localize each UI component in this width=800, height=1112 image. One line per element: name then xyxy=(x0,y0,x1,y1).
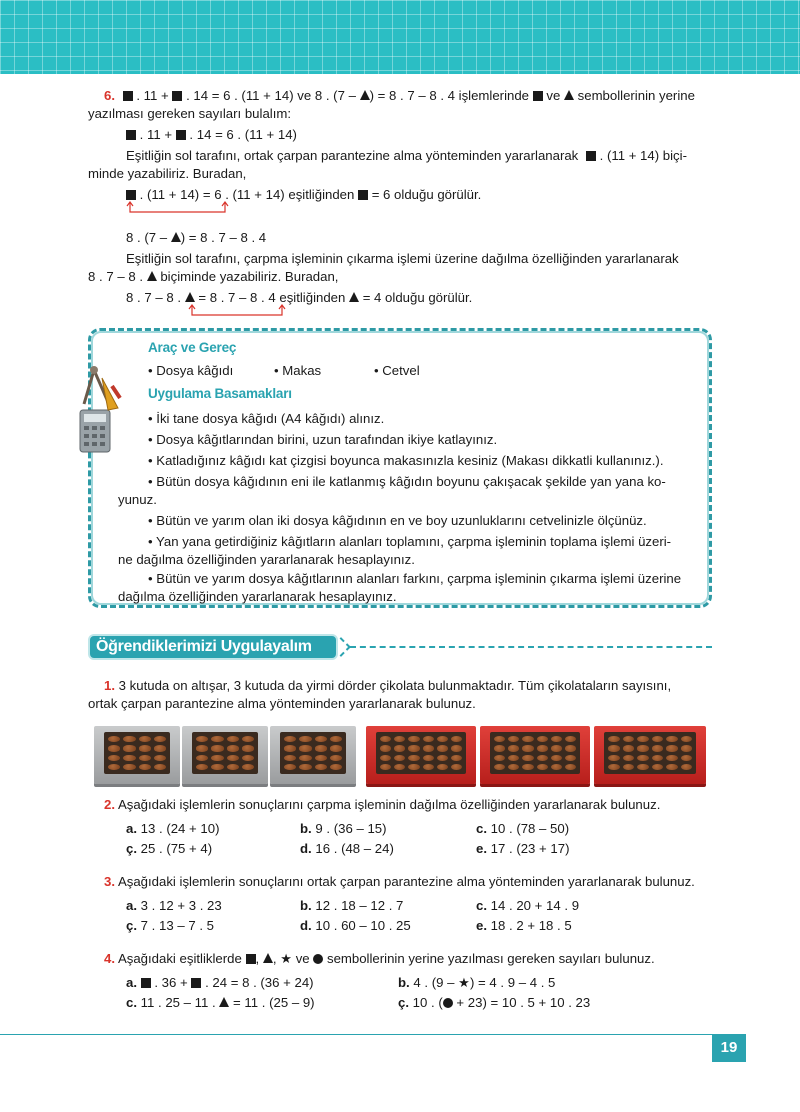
chocolate-piece xyxy=(551,755,562,761)
step-item: • Bütün ve yarım dosya kâğıtlarının alanları farkını, çarpma işleminin çıkarma işlemi üzerine xyxy=(148,571,682,586)
chocolate-piece xyxy=(380,764,391,770)
chocolate-piece xyxy=(123,736,135,742)
chocolate-piece xyxy=(423,745,434,751)
p1-number: 1. xyxy=(104,678,115,693)
substitution-arrow xyxy=(124,200,234,216)
substitution-arrow xyxy=(186,303,290,319)
chocolate-piece xyxy=(494,745,505,751)
chocolate-piece xyxy=(623,745,635,751)
chocolate-piece xyxy=(380,736,391,742)
square-symbol-icon xyxy=(191,978,201,988)
p3-item: a. 3 . 12 + 3 . 23 xyxy=(126,898,222,913)
chocolate-box-24 xyxy=(480,726,590,784)
chocolate-piece xyxy=(154,755,166,761)
chocolate-piece xyxy=(451,736,462,742)
q6-line-9: 8 . 7 – 8 . biçiminde yazabiliriz. Buradan, xyxy=(88,269,339,284)
chocolate-piece xyxy=(508,764,519,770)
chocolate-piece xyxy=(608,755,620,761)
star-symbol-icon: ★ xyxy=(458,975,470,990)
chocolate-piece xyxy=(408,745,419,751)
p2-item: a. 13 . (24 + 10) xyxy=(126,821,220,836)
chocolate-grid xyxy=(192,732,258,774)
triangle-symbol-icon xyxy=(349,292,359,302)
p4-item-c: c. 11 . 25 – 11 . = 11 . (25 – 9) xyxy=(126,995,315,1010)
chocolate-piece xyxy=(666,736,678,742)
p4-item-b: b. 4 . (9 – ★) = 4 . 9 – 4 . 5 xyxy=(398,975,556,990)
chocolate-piece xyxy=(139,755,151,761)
chocolate-piece xyxy=(508,736,519,742)
chocolate-piece xyxy=(494,755,505,761)
chocolate-piece xyxy=(242,755,254,761)
chocolate-piece xyxy=(494,764,505,770)
chocolate-grid xyxy=(280,732,346,774)
chocolate-piece xyxy=(154,736,166,742)
step-item: • Bütün ve yarım olan iki dosya kâğıdının en ve boy uzunluklarını cetvelinizle ölçünüz. xyxy=(148,513,647,528)
chocolate-piece xyxy=(154,745,166,751)
tools-heading: Araç ve Gereç xyxy=(148,340,237,355)
step-item: • İki tane dosya kâğıdı (A4 kâğıdı) alınız. xyxy=(148,411,385,426)
chocolate-piece xyxy=(211,745,223,751)
chocolate-piece xyxy=(211,764,223,770)
tool-item: • Makas xyxy=(274,363,322,378)
chocolate-piece xyxy=(211,736,223,742)
triangle-symbol-icon xyxy=(219,997,229,1007)
chocolate-piece xyxy=(299,736,311,742)
p3-item: ç. 7 . 13 – 7 . 5 xyxy=(126,918,214,933)
chocolate-piece xyxy=(299,764,311,770)
chocolate-piece xyxy=(242,736,254,742)
square-symbol-icon xyxy=(141,978,151,988)
chocolate-piece xyxy=(652,736,664,742)
chocolate-piece xyxy=(608,764,620,770)
chocolate-piece xyxy=(681,736,693,742)
chocolate-piece xyxy=(508,745,519,751)
p2-item: b. 9 . (36 – 15) xyxy=(300,821,387,836)
step-item: • Bütün dosya kâğıdının eni ile katlanmış kâğıdın boyunu çakışacak şekilde yan yana ko- xyxy=(148,474,666,489)
chocolate-piece xyxy=(380,755,391,761)
square-symbol-icon xyxy=(586,151,596,161)
chocolate-piece xyxy=(380,745,391,751)
chocolate-piece xyxy=(108,755,120,761)
chocolate-box-24 xyxy=(366,726,476,784)
chocolate-piece xyxy=(522,764,533,770)
chocolate-piece xyxy=(408,755,419,761)
triangle-symbol-icon xyxy=(360,90,370,100)
chocolate-grid xyxy=(104,732,170,774)
p3-item: b. 12 . 18 – 12 . 7 xyxy=(300,898,404,913)
q6-line-6: . (11 + 14) = 6 . (11 + 14) eşitliğinden = 6 olduğu görülür. xyxy=(126,186,481,204)
q6-line-2: yazılması gereken sayıları bulalım: xyxy=(88,106,292,121)
q6-line-8: Eşitliğin sol tarafını, çarpma işleminin çıkarma işlemi üzerine dağılma özelliğinden yararlanarak xyxy=(126,251,679,266)
q6-line-5: minde yazabiliriz. Buradan, xyxy=(88,166,247,181)
chocolate-piece xyxy=(330,755,342,761)
chocolate-piece xyxy=(537,755,548,761)
chocolate-piece xyxy=(227,745,239,751)
chocolate-piece xyxy=(623,755,635,761)
p2-item: d. 16 . (48 – 24) xyxy=(300,841,394,856)
chocolate-piece xyxy=(451,755,462,761)
chocolate-piece xyxy=(494,736,505,742)
q6-line-10: 8 . 7 – 8 . = 8 . 7 – 8 . 4 eşitliğinden = 4 olduğu görülür. xyxy=(126,290,473,305)
p3-item: c. 14 . 20 + 14 . 9 xyxy=(476,898,580,913)
triangle-symbol-icon xyxy=(185,292,195,302)
triangle-symbol-icon xyxy=(171,232,181,242)
page-number: 19 xyxy=(712,1034,746,1062)
tool-item: • Cetvel xyxy=(374,363,420,378)
chocolate-piece xyxy=(123,745,135,751)
chocolate-piece xyxy=(637,755,649,761)
chocolate-piece xyxy=(211,755,223,761)
chocolate-piece xyxy=(196,755,208,761)
chocolate-piece xyxy=(123,755,135,761)
p1-line-1: 1. 3 kutuda on altışar, 3 kutuda da yirmi dörder çikolata bulunmaktadır. Tüm çikolataların sayısını, xyxy=(104,678,672,693)
tool-item: • Dosya kâğıdı xyxy=(148,363,234,378)
chocolate-piece xyxy=(196,745,208,751)
chocolate-piece xyxy=(623,736,635,742)
chocolate-piece xyxy=(299,745,311,751)
chocolate-piece xyxy=(508,755,519,761)
chocolate-box-24 xyxy=(594,726,706,784)
chocolate-piece xyxy=(196,764,208,770)
p4-item-a: a. . 36 + . 24 = 8 . (36 + 24) xyxy=(126,975,314,990)
chocolate-piece xyxy=(330,736,342,742)
chocolate-piece xyxy=(537,736,548,742)
p2-number: 2. xyxy=(104,797,115,812)
tools-illustration-icon xyxy=(74,364,124,460)
chocolate-piece xyxy=(423,755,434,761)
step-item-continued: dağılma özelliğinden yararlanarak hesaplayınız. xyxy=(118,589,397,604)
circle-symbol-icon xyxy=(313,954,323,964)
chocolate-grid xyxy=(604,732,696,774)
square-symbol-icon xyxy=(126,190,136,200)
p3-item: e. 18 . 2 + 18 . 5 xyxy=(476,918,572,933)
chocolate-piece xyxy=(522,755,533,761)
chocolate-grid xyxy=(490,732,580,774)
square-symbol-icon xyxy=(533,91,543,101)
banner-dashed-line xyxy=(350,646,712,648)
chocolate-piece xyxy=(315,736,327,742)
chocolate-piece xyxy=(681,755,693,761)
square-symbol-icon xyxy=(123,91,133,101)
chocolate-piece xyxy=(681,764,693,770)
chocolate-piece xyxy=(437,755,448,761)
chocolate-piece xyxy=(315,755,327,761)
chocolate-piece xyxy=(608,745,620,751)
section-title-banner: Öğrendiklerimizi Uygulayalım xyxy=(88,634,338,660)
chocolate-piece xyxy=(299,755,311,761)
p4-line: 4. Aşağıdaki eşitliklerde , , ★ ve sembollerinin yerine yazılması gereken sayıları bulunuz. xyxy=(104,951,655,966)
triangle-symbol-icon xyxy=(564,90,574,100)
chocolate-piece xyxy=(196,736,208,742)
steps-heading: Uygulama Basamakları xyxy=(148,386,292,401)
chocolate-piece xyxy=(423,736,434,742)
chocolate-piece xyxy=(637,745,649,751)
chocolate-piece xyxy=(565,755,576,761)
chocolate-piece xyxy=(315,745,327,751)
p2-item: ç. 25 . (75 + 4) xyxy=(126,841,213,856)
chocolate-piece xyxy=(437,745,448,751)
chocolate-piece xyxy=(154,764,166,770)
q6-line-7: 8 . (7 – ) = 8 . 7 – 8 . 4 xyxy=(126,230,267,245)
chocolate-piece xyxy=(565,736,576,742)
chocolate-piece xyxy=(551,764,562,770)
step-item: • Dosya kâğıtlarından birini, uzun tarafından ikiye katlayınız. xyxy=(148,432,498,447)
chocolate-piece xyxy=(451,745,462,751)
p2-line: 2. Aşağıdaki işlemlerin sonuçlarını çarpma işleminin dağılma özelliğinden yararlanarak bulunuz. xyxy=(104,797,661,812)
p4-item-cc: ç. 10 . ( + 23) = 10 . 5 + 10 . 23 xyxy=(398,995,591,1010)
chocolate-piece xyxy=(652,755,664,761)
chocolate-piece xyxy=(108,745,120,751)
chocolate-piece xyxy=(315,764,327,770)
chocolate-piece xyxy=(666,755,678,761)
square-symbol-icon xyxy=(172,91,182,101)
square-symbol-icon xyxy=(246,954,256,964)
chocolate-piece xyxy=(666,745,678,751)
chocolate-piece xyxy=(139,736,151,742)
chocolate-piece xyxy=(227,736,239,742)
square-symbol-icon xyxy=(176,130,186,140)
chocolate-piece xyxy=(437,736,448,742)
p2-item: e. 17 . (23 + 17) xyxy=(476,841,570,856)
square-symbol-icon xyxy=(126,130,136,140)
chocolate-piece xyxy=(394,764,405,770)
chocolate-piece xyxy=(108,764,120,770)
p2-item: c. 10 . (78 – 50) xyxy=(476,821,570,836)
chocolate-piece xyxy=(227,764,239,770)
chocolate-box-16 xyxy=(270,726,356,784)
chocolate-piece xyxy=(123,764,135,770)
p3-line: 3. Aşağıdaki işlemlerin sonuçlarını ortak çarpan parantezine alma yönteminden yararlanarak bulunuz. xyxy=(104,874,695,889)
chocolate-piece xyxy=(423,764,434,770)
chocolate-piece xyxy=(330,764,342,770)
chocolate-piece xyxy=(565,764,576,770)
chocolate-piece xyxy=(330,745,342,751)
step-item: • Katladığınız kâğıdı kat çizgisi boyunca makasınızla kesiniz (Makası dikkatli kullanınız.). xyxy=(148,453,664,468)
chocolate-piece xyxy=(394,745,405,751)
chocolate-piece xyxy=(394,755,405,761)
chocolate-piece xyxy=(284,736,296,742)
chocolate-piece xyxy=(666,764,678,770)
footer-line xyxy=(0,1034,712,1035)
chocolate-piece xyxy=(408,764,419,770)
chocolate-piece xyxy=(637,736,649,742)
chocolate-piece xyxy=(139,764,151,770)
p1-line-2: ortak çarpan parantezine alma yönteminden yararlanarak bulunuz. xyxy=(88,696,476,711)
chocolate-box-16 xyxy=(94,726,180,784)
chocolate-piece xyxy=(284,764,296,770)
chocolate-piece xyxy=(437,764,448,770)
triangle-symbol-icon xyxy=(147,271,157,281)
star-symbol-icon: ★ xyxy=(280,951,293,966)
q6-line-1: 6. . 11 + . 14 = 6 . (11 + 14) ve 8 . (7 – ) = 8 . 7 – 8 . 4 işlemlerinde ve sembollerinin yerine xyxy=(104,88,695,103)
chocolate-piece xyxy=(394,736,405,742)
chocolate-piece xyxy=(284,755,296,761)
chocolate-piece xyxy=(551,736,562,742)
chocolate-piece xyxy=(242,764,254,770)
circle-symbol-icon xyxy=(443,998,453,1008)
header-grid-band xyxy=(0,0,800,74)
chocolate-piece xyxy=(565,745,576,751)
chocolate-piece xyxy=(623,764,635,770)
chocolate-piece xyxy=(108,736,120,742)
chocolate-grid xyxy=(376,732,466,774)
chocolate-piece xyxy=(451,764,462,770)
square-symbol-icon xyxy=(358,190,368,200)
chocolate-piece xyxy=(652,745,664,751)
chocolate-piece xyxy=(227,755,239,761)
p4-number: 4. xyxy=(104,951,115,966)
p3-item: d. 10 . 60 – 10 . 25 xyxy=(300,918,411,933)
chocolate-piece xyxy=(652,764,664,770)
q6-line-3: . 11 + . 14 = 6 . (11 + 14) xyxy=(126,126,297,144)
chocolate-piece xyxy=(551,745,562,751)
p3-number: 3. xyxy=(104,874,115,889)
q6-line-4: Eşitliğin sol tarafını, ortak çarpan parantezine alma yönteminden yararlanarak . (11 + 14) biçi- xyxy=(126,148,687,163)
chocolate-piece xyxy=(537,764,548,770)
chocolate-box-16 xyxy=(182,726,268,784)
q6-number: 6. xyxy=(104,88,115,103)
chocolate-piece xyxy=(681,745,693,751)
chocolate-piece xyxy=(537,745,548,751)
step-item-continued: yunuz. xyxy=(118,492,157,507)
chocolate-piece xyxy=(408,736,419,742)
chocolate-piece xyxy=(139,745,151,751)
chocolate-piece xyxy=(242,745,254,751)
chocolate-piece xyxy=(608,736,620,742)
triangle-symbol-icon xyxy=(263,953,273,963)
step-item: • Yan yana getirdiğiniz kâğıtların alanları toplamını, çarpma işleminin toplama işlemi üzeri- xyxy=(148,534,672,549)
chocolate-piece xyxy=(522,745,533,751)
chocolate-piece xyxy=(637,764,649,770)
chocolate-piece xyxy=(522,736,533,742)
step-item-continued: ne dağılma özelliğinden yararlanarak hesaplayınız. xyxy=(118,552,415,567)
chocolate-piece xyxy=(284,745,296,751)
